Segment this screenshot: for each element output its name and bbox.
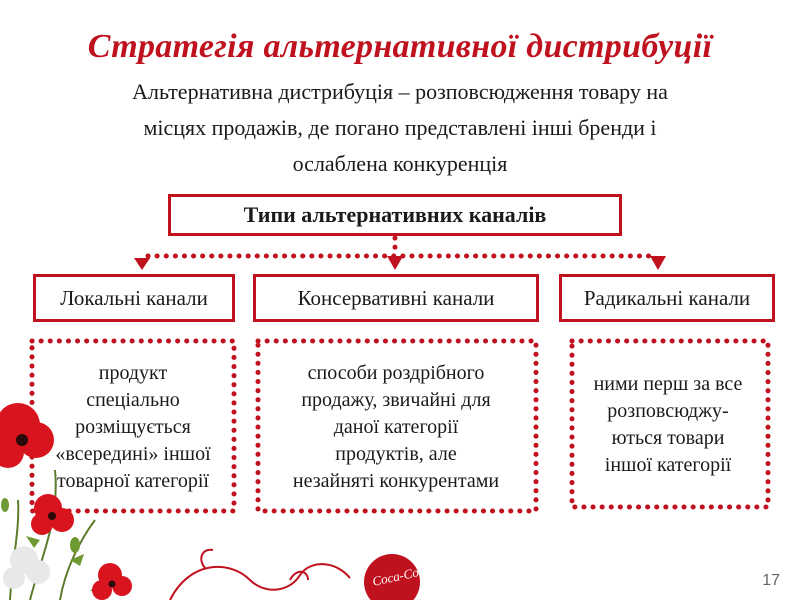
description-line: спеціально [86,388,180,411]
conservative-channels-description [255,342,537,512]
local-channels-box: Локальні канали [33,274,235,322]
definition-text [50,74,750,182]
radical-channels-description [568,342,768,508]
dotted-connector [148,238,650,256]
channel-types-box: Типи альтернативних каналів [168,194,622,236]
description-line: продукт [98,361,168,384]
logo-text: Coca-Cola [370,562,430,589]
description-line: продуктів, але [335,442,457,465]
description-line: розповсюджу- [607,400,729,422]
local-channels-description [28,342,238,512]
definition-line: Альтернативна дистрибуція – розповсюдження товару на [132,79,668,104]
definition-line: місцях продажів, де погано представлені інші бренди і [143,115,657,140]
definition-line: ослаблена конкуренція [292,151,508,176]
page-number: 17 [762,572,780,589]
vine-ornament-icon [170,550,350,600]
page-title: Стратегія альтернативної дистрибуції [87,28,713,65]
description-line: даної категорії [333,415,459,438]
description-line: товарної категорії [56,469,209,492]
radical-channels-box: Радикальні канали [559,274,775,322]
conservative-channels-box: Консервативні канали [253,274,539,322]
description-line: ними перш за все [593,373,743,395]
description-line: «всередині» іншої [55,442,211,465]
description-line: розміщується [75,415,191,438]
description-line: незайняті конкурентами [292,469,500,492]
description-line: способи роздрібного [307,361,485,384]
description-line: продажу, звичайні для [301,388,491,411]
description-line: ються товари [611,427,725,449]
description-line: іншої категорії [604,454,732,476]
